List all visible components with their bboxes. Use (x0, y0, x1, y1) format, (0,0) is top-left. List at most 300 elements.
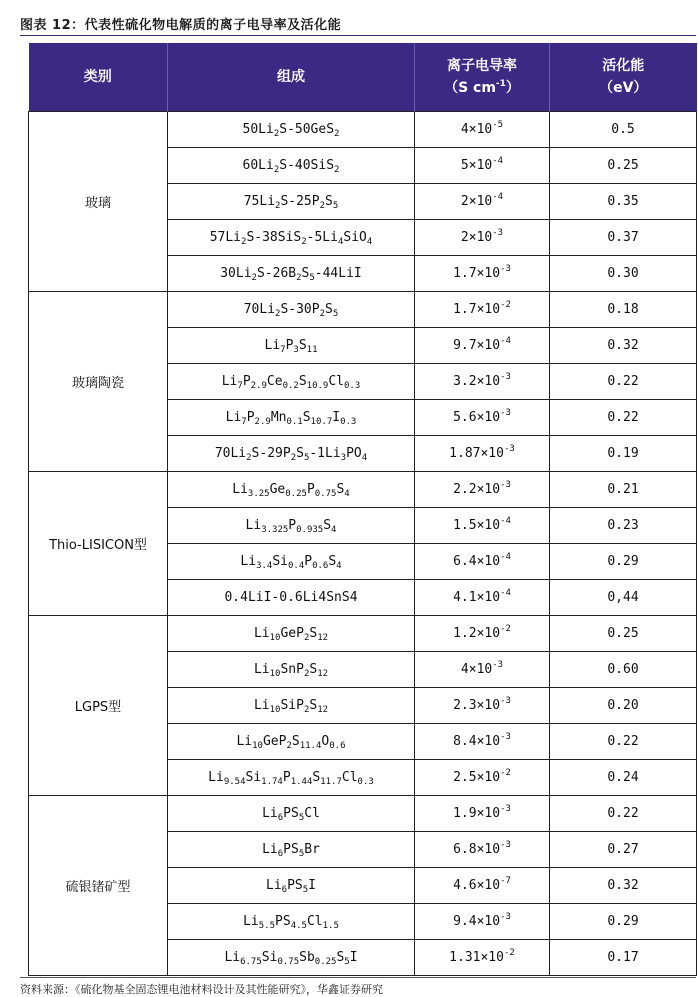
conductivity-cell (415, 508, 550, 544)
conductivity-cell (415, 580, 550, 616)
formula-text: S (312, 770, 321, 785)
conductivity-exponent: -3 (500, 408, 511, 418)
formula-subscript: 5 (344, 957, 350, 967)
formula-text: Li (240, 554, 257, 569)
formula-text: P (288, 518, 297, 533)
formula-text: Li (262, 806, 278, 821)
formula-subscript: 11.4 (299, 741, 322, 751)
formula-text: S (301, 266, 310, 281)
formula-text: S (323, 518, 332, 533)
formula-text: S (296, 446, 304, 461)
activation-energy-cell: 0.29 (550, 904, 697, 940)
conductivity-mantissa: 9.7×10 (453, 338, 501, 353)
activation-energy-cell: 0.30 (550, 256, 697, 292)
formula-subscript: 4 (336, 561, 342, 571)
conductivity-exponent: -2 (503, 948, 515, 958)
formula-subscript: 4 (337, 237, 344, 247)
activation-energy-cell: 0.22 (550, 724, 697, 760)
formula-text: Sb (299, 950, 315, 965)
figure-title: 图表 12：代表性硫化物电解质的离子电导率及活化能 (20, 18, 342, 33)
formula-text: Li (225, 410, 242, 425)
formula-subscript: 4.5 (290, 921, 307, 931)
formula-text: P (282, 770, 291, 785)
formula-text: S (336, 482, 345, 497)
header-conductivity-line1: 离子电导率 (447, 58, 517, 74)
formula-text: Li (243, 914, 259, 929)
composition-cell (168, 544, 415, 580)
category-cell: 玻璃陶瓷 (29, 292, 168, 472)
formula-subscript: 2 (241, 237, 247, 247)
formula-subscript: 2 (246, 453, 252, 463)
formula-text: Li (236, 734, 253, 749)
formula-subscript: 4 (361, 453, 368, 463)
formula-subscript: 10 (269, 705, 281, 715)
conductivity-exponent: -4 (500, 516, 511, 526)
formula-subscript: 0.25 (314, 957, 337, 967)
formula-subscript: 0.6 (312, 561, 329, 571)
formula-text: 70Li (214, 446, 247, 461)
formula-text: GeP (262, 734, 287, 749)
header-activation-line1: 活化能 (602, 58, 645, 74)
conductivity-exponent: -3 (500, 732, 511, 742)
conductivity-exponent: -3 (492, 228, 504, 238)
category-cell: Thio-LISICON型 (29, 472, 168, 616)
formula-text: 57Li (209, 230, 242, 245)
category-cell: 硫银锗矿型 (29, 796, 168, 976)
formula-text: Li (253, 662, 270, 677)
formula-subscript: 6 (281, 885, 288, 895)
formula-subscript: 6 (277, 813, 284, 823)
formula-subscript: 7 (280, 345, 286, 355)
conductivity-cell (415, 184, 550, 220)
formula-text: Ge (269, 482, 286, 497)
formula-text: Li (253, 698, 270, 713)
formula-subscript: 3.4 (256, 561, 273, 571)
conductivity-cell (415, 688, 550, 724)
formula-subscript: 10 (269, 633, 281, 643)
conductivity-cell (415, 544, 550, 580)
composition-cell (168, 472, 415, 508)
table-row (29, 292, 697, 328)
conductivity-mantissa: 1.2×10 (453, 626, 501, 641)
activation-energy-cell: 0.32 (550, 328, 697, 364)
conductivity-mantissa: 6.4×10 (453, 554, 501, 569)
formula-text: GeP (280, 626, 304, 641)
formula-text: SiO (343, 230, 367, 245)
conductivity-cell (415, 832, 550, 868)
table-row (29, 616, 697, 652)
conductivity-mantissa: 1.9×10 (453, 806, 501, 821)
formula-text: P (306, 482, 315, 497)
conductivity-cell (415, 112, 550, 148)
composition-cell (168, 580, 415, 616)
formula-text: Li (221, 374, 238, 389)
formula-text: 60Li (242, 158, 274, 173)
formula-text: Li (262, 842, 278, 857)
activation-energy-cell: 0.22 (550, 364, 697, 400)
formula-subscript: 10 (269, 669, 281, 679)
formula-text: 30Li (220, 266, 252, 281)
conductivity-exponent: -4 (500, 336, 511, 346)
formula-subscript: 2 (303, 705, 310, 715)
formula-subscript: 10 (252, 741, 263, 751)
conductivity-mantissa: 4×10 (460, 662, 493, 677)
formula-subscript: 0.1 (286, 417, 303, 427)
activation-energy-cell: 0.17 (550, 940, 697, 976)
formula-text: Cl (306, 914, 323, 929)
conductivity-mantissa: 2×10 (460, 194, 493, 209)
formula-subscript: 6 (277, 849, 284, 859)
formula-text: S-25P (280, 194, 320, 209)
conductivity-cell (415, 652, 550, 688)
conductivity-cell (415, 472, 550, 508)
composition-cell (168, 508, 415, 544)
table-row (29, 472, 697, 508)
formula-text: S (309, 662, 318, 677)
conductivity-cell (415, 868, 550, 904)
formula-text: Cl (341, 770, 358, 785)
formula-subscript: 7 (237, 381, 243, 391)
activation-energy-cell: 0.20 (550, 688, 697, 724)
conductivity-cell (415, 400, 550, 436)
formula-text: 75Li (243, 194, 276, 209)
conductivity-mantissa: 2.2×10 (453, 482, 501, 497)
activation-energy-cell: 0.35 (550, 184, 697, 220)
conductivity-exponent: -3 (500, 804, 511, 814)
formula-text: S (325, 302, 333, 317)
formula-subscript: 2 (303, 633, 310, 643)
conductivity-exponent: -3 (500, 696, 511, 706)
formula-subscript: 5.5 (258, 921, 276, 931)
table-row (29, 796, 697, 832)
formula-subscript: 2 (296, 273, 302, 283)
formula-subscript: 0.25 (285, 489, 307, 499)
header-activation-line2: （eV） (599, 80, 648, 96)
conductivity-cell (415, 760, 550, 796)
formula-text: P (246, 410, 255, 425)
conductivity-cell (415, 220, 550, 256)
formula-subscript: 7 (241, 417, 247, 427)
formula-subscript: 2 (273, 129, 280, 139)
conductivity-mantissa: 2.5×10 (453, 770, 501, 785)
formula-text: -5Li (306, 230, 338, 245)
formula-text: S-40SiS (279, 158, 335, 173)
formula-subscript: 1.5 (322, 921, 339, 931)
formula-subscript: 5 (298, 813, 305, 823)
formula-subscript: 2 (301, 237, 307, 247)
category-cell: LGPS型 (29, 616, 168, 796)
activation-energy-cell: 0.23 (550, 508, 697, 544)
formula-text: S (298, 338, 307, 353)
formula-subscript: 5 (302, 885, 309, 895)
composition-cell (168, 112, 415, 148)
conductivity-mantissa: 5.6×10 (453, 410, 501, 425)
header-composition: 组成 (168, 43, 415, 112)
formula-text: Cl (328, 374, 344, 389)
formula-subscript: 0.4 (287, 561, 305, 571)
formula-subscript: 11 (306, 345, 318, 355)
formula-text: P (242, 374, 251, 389)
composition-cell (168, 796, 415, 832)
formula-text: I (308, 878, 316, 893)
header-conductivity (415, 43, 550, 112)
formula-subscript: 4 (344, 489, 350, 499)
composition-cell (168, 292, 415, 328)
formula-subscript: 0.75 (277, 957, 300, 967)
conductivity-mantissa: 2×10 (460, 230, 493, 245)
formula-subscript: 2 (286, 741, 292, 751)
table-body (29, 112, 697, 976)
composition-cell (168, 868, 415, 904)
formula-text: Li (266, 878, 282, 893)
formula-subscript: 11.7 (320, 777, 342, 787)
activation-energy-cell: 0.22 (550, 400, 697, 436)
formula-text: P (285, 338, 294, 353)
formula-subscript: 0.3 (357, 777, 374, 787)
formula-text: PS (287, 878, 303, 893)
composition-cell (168, 616, 415, 652)
formula-subscript: 2 (319, 309, 326, 319)
conductivity-mantissa: 4.1×10 (453, 590, 501, 605)
formula-text: SnP (280, 662, 304, 677)
formula-text: PS (275, 914, 291, 929)
formula-subscript: 2 (251, 273, 257, 283)
formula-text: S-29P (251, 446, 291, 461)
formula-text: 70Li (243, 302, 276, 317)
formula-subscript: 5 (309, 273, 315, 283)
formula-text: Li (245, 518, 262, 533)
conductivity-exponent: -4 (500, 552, 511, 562)
composition-cell (168, 904, 415, 940)
formula-text: Cl (304, 806, 320, 821)
activation-energy-cell: 0.27 (550, 832, 697, 868)
conductivity-cell (415, 364, 550, 400)
title-divider (20, 35, 696, 36)
activation-energy-cell: 0.37 (550, 220, 697, 256)
conductivity-exponent: -3 (500, 372, 511, 382)
formula-text: Br (304, 842, 320, 857)
formula-text: -44LiI (314, 266, 362, 281)
activation-energy-cell: 0.21 (550, 472, 697, 508)
formula-text: S-50GeS (279, 122, 335, 137)
formula-subscript: 2.9 (250, 381, 267, 391)
formula-subscript: 10.9 (306, 381, 329, 391)
conductivity-mantissa: 4×10 (460, 122, 493, 137)
conductivity-mantissa: 3.2×10 (453, 374, 501, 389)
formula-text: S-26B (256, 266, 297, 281)
composition-cell (168, 400, 415, 436)
activation-energy-cell: 0.25 (550, 616, 697, 652)
formula-subscript: 3 (293, 345, 299, 355)
activation-energy-cell: 0.19 (550, 436, 697, 472)
composition-cell (168, 724, 415, 760)
formula-text: Mn (270, 410, 287, 425)
formula-subscript: 2.9 (254, 417, 271, 427)
formula-text: Si (272, 554, 288, 569)
conductivity-exponent: -4 (492, 156, 504, 166)
source-note: 资料来源：《硫化物基全固态锂电池材料设计及其性能研究》，华鑫证券研究 (20, 983, 383, 996)
formula-subscript: 5 (303, 453, 310, 463)
activation-energy-cell: 0.32 (550, 868, 697, 904)
conductivity-exponent: -7 (500, 876, 511, 886)
conductivity-exponent: -5 (492, 120, 504, 130)
composition-cell (168, 256, 415, 292)
conductivity-mantissa: 1.7×10 (453, 302, 501, 317)
header-conductivity-unit-exp: -1 (495, 79, 506, 89)
formula-subscript: 9.54 (223, 777, 246, 787)
formula-text: Li (208, 770, 224, 785)
conductivity-exponent: -3 (500, 264, 511, 274)
formula-text: O (321, 734, 330, 749)
conductivity-cell (415, 256, 550, 292)
conductivity-cell (415, 328, 550, 364)
conductivity-cell (415, 292, 550, 328)
activation-energy-cell: 0,44 (550, 580, 697, 616)
formula-subscript: 2 (319, 201, 326, 211)
formula-subscript: 2 (290, 453, 297, 463)
composition-cell (168, 760, 415, 796)
formula-text: S (298, 374, 307, 389)
formula-text: S (325, 194, 333, 209)
formula-subscript: 3.25 (247, 489, 270, 499)
formula-text: 0.4LiI-0.6Li4SnS4 (224, 590, 358, 605)
formula-text: PS (283, 842, 299, 857)
conductivity-exponent: -2 (500, 768, 511, 778)
conductivity-exponent: -3 (492, 660, 504, 670)
conductivity-mantissa: 1.87×10 (449, 446, 504, 461)
conductivity-cell (415, 616, 550, 652)
formula-subscript: 2 (334, 129, 340, 139)
composition-cell (168, 940, 415, 976)
composition-cell (168, 148, 415, 184)
formula-text: S (291, 734, 300, 749)
conductivity-cell (415, 940, 550, 976)
conductivity-cell (415, 148, 550, 184)
composition-cell (168, 688, 415, 724)
table-header-row (29, 43, 697, 112)
formula-text: Si (245, 770, 262, 785)
conductivity-exponent: -3 (500, 840, 511, 850)
formula-text: S (309, 698, 318, 713)
formula-text: SiP (280, 698, 304, 713)
formula-subscript: 1.44 (290, 777, 313, 787)
header-category: 类别 (29, 43, 168, 112)
formula-subscript: 5 (332, 309, 339, 319)
conductivity-exponent: -3 (503, 444, 515, 454)
activation-energy-cell: 0.25 (550, 148, 697, 184)
formula-subscript: 4 (331, 525, 337, 535)
formula-subscript: 0.6 (329, 741, 346, 751)
conductivity-mantissa: 1.7×10 (453, 266, 501, 281)
source-divider (20, 977, 696, 978)
conductivity-mantissa: 6.8×10 (453, 842, 501, 857)
conductivity-mantissa: 9.4×10 (453, 914, 501, 929)
formula-subscript: 0.75 (314, 489, 337, 499)
conductivity-mantissa: 2.3×10 (453, 698, 501, 713)
formula-subscript: 5 (298, 849, 305, 859)
formula-text: Li (224, 950, 241, 965)
conductivity-cell (415, 796, 550, 832)
formula-text: Li (264, 338, 281, 353)
conductivity-mantissa: 1.31×10 (449, 950, 504, 965)
formula-subscript: 0.3 (340, 417, 357, 427)
composition-cell (168, 220, 415, 256)
formula-subscript: 5 (332, 201, 339, 211)
conductivity-exponent: -4 (500, 588, 511, 598)
header-activation (550, 43, 697, 112)
conductivity-exponent: -2 (500, 300, 511, 310)
conductivity-exponent: -3 (500, 912, 511, 922)
formula-text: S (336, 950, 345, 965)
formula-subscript: 3 (340, 453, 347, 463)
formula-subscript: 3.325 (261, 525, 289, 535)
formula-text: -1Li (309, 446, 341, 461)
formula-text: Si (261, 950, 278, 965)
composition-cell (168, 328, 415, 364)
formula-subscript: 0.935 (296, 525, 324, 535)
formula-text: PS (283, 806, 299, 821)
formula-subscript: 12 (317, 705, 329, 715)
conductivity-exponent: -4 (492, 192, 504, 202)
formula-subscript: 2 (275, 309, 281, 319)
header-conductivity-unit-post: ） (505, 80, 520, 96)
activation-energy-cell: 0.29 (550, 544, 697, 580)
formula-text: Li (253, 626, 270, 641)
composition-cell (168, 184, 415, 220)
conductivity-mantissa: 5×10 (460, 158, 493, 173)
formula-subscript: 2 (275, 201, 281, 211)
header-conductivity-unit-pre: （S cm (444, 80, 496, 96)
composition-cell (168, 436, 415, 472)
conductivity-mantissa: 4.6×10 (453, 878, 501, 893)
formula-text: P (304, 554, 313, 569)
electrolyte-table (28, 43, 697, 976)
formula-text: Li (232, 482, 248, 497)
conductivity-exponent: -3 (500, 480, 511, 490)
formula-text: Ce (266, 374, 283, 389)
activation-energy-cell: 0.60 (550, 652, 697, 688)
formula-text: S (328, 554, 337, 569)
activation-energy-cell: 0.18 (550, 292, 697, 328)
composition-cell (168, 832, 415, 868)
conductivity-mantissa: 1.5×10 (453, 518, 501, 533)
activation-energy-cell: 0.22 (550, 796, 697, 832)
formula-text: PO (346, 446, 362, 461)
conductivity-cell (415, 436, 550, 472)
composition-cell (168, 652, 415, 688)
activation-energy-cell: 0.5 (550, 112, 697, 148)
formula-subscript: 12 (317, 633, 329, 643)
formula-subscript: 2 (273, 165, 280, 175)
formula-subscript: 2 (303, 669, 310, 679)
formula-text: S-30P (280, 302, 320, 317)
formula-text: I (332, 410, 341, 425)
composition-cell (168, 364, 415, 400)
category-cell: 玻璃 (29, 112, 168, 292)
formula-subscript: 0.2 (282, 381, 299, 391)
conductivity-cell (415, 904, 550, 940)
formula-text: S (302, 410, 311, 425)
formula-subscript: 0.3 (344, 381, 361, 391)
formula-subscript: 1.74 (261, 777, 283, 787)
formula-subscript: 4 (366, 237, 373, 247)
conductivity-cell (415, 724, 550, 760)
formula-subscript: 10.7 (310, 417, 333, 427)
formula-subscript: 12 (317, 669, 329, 679)
formula-text: S (309, 626, 318, 641)
formula-text: S-38SiS (246, 230, 302, 245)
activation-energy-cell: 0.24 (550, 760, 697, 796)
